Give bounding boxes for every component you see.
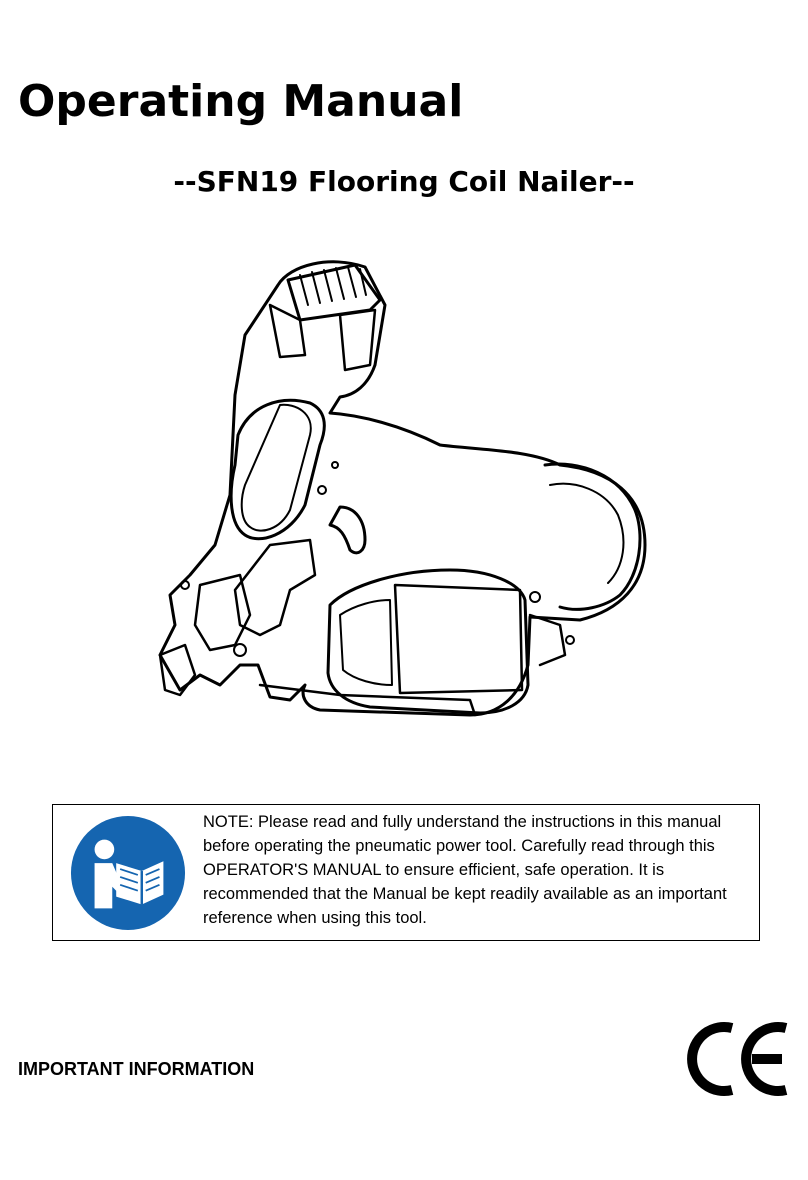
product-subtitle: --SFN19 Flooring Coil Nailer-- [173,165,635,198]
important-information-heading: IMPORTANT INFORMATION [18,1059,255,1079]
coil-nailer-illustration [140,245,665,745]
note-text: NOTE: Please read and fully understand the instructions in this manual before operating the pneumatic power tool. Carefully read through this OPERATOR'S MANUAL to ensure efficient, safe operation. It is recommended that the Manual be kept readily available as an important reference when using this tool. [203,813,727,927]
read-manual-icon [69,814,187,932]
ce-mark-icon [684,1018,792,1100]
note-box [52,804,760,941]
document-title: Operating Manual [18,76,464,127]
